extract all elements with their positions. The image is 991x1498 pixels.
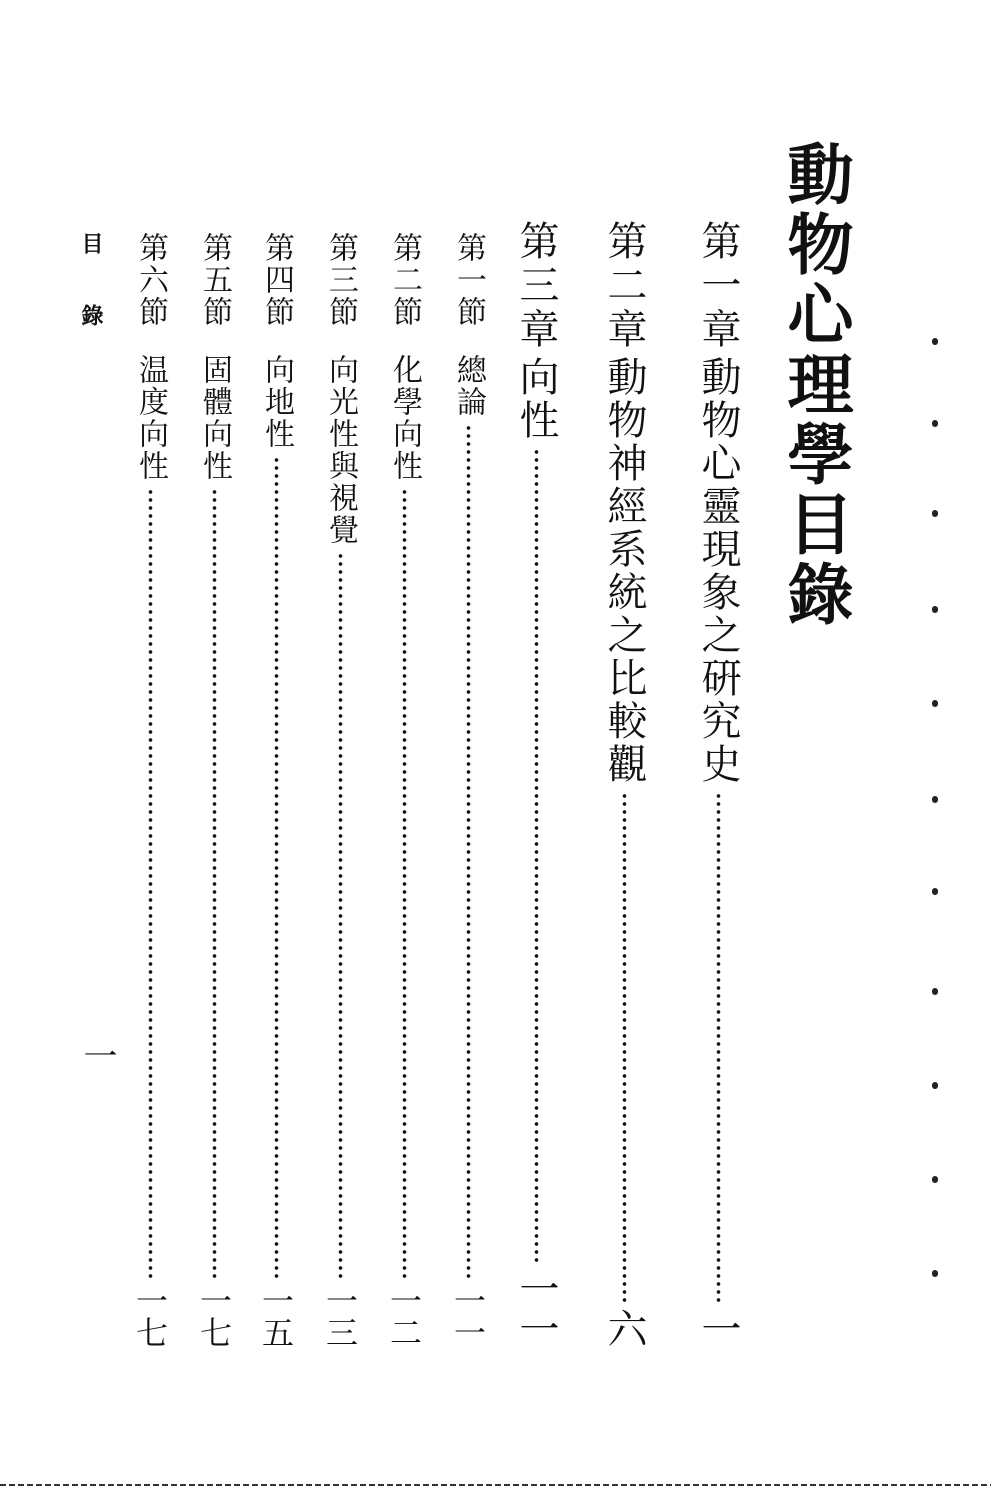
entry-page: 一一 bbox=[449, 1284, 487, 1348]
entry-text: 化學向性 bbox=[387, 354, 422, 482]
entry-page: 一二 bbox=[385, 1284, 423, 1348]
toc-entry-chapter-1 bbox=[690, 220, 746, 1348]
entry-text: 向性 bbox=[513, 356, 559, 442]
entry-page: 一七 bbox=[195, 1284, 233, 1348]
dot-leader bbox=[274, 456, 279, 1278]
entry-text: 總論 bbox=[451, 354, 486, 418]
toc-entry-section-2 bbox=[382, 232, 426, 1348]
dot-leader bbox=[148, 488, 153, 1278]
entry-label: 第一章 bbox=[695, 220, 741, 352]
entry-page: 一三 bbox=[321, 1284, 359, 1348]
entry-text: 動物心靈現象之硏究史 bbox=[695, 356, 741, 786]
entry-text: 固體向性 bbox=[197, 354, 232, 482]
folio-page-number: 一 bbox=[77, 1038, 117, 1072]
entry-text: 温度向性 bbox=[133, 354, 168, 482]
entry-text: 向光性與視覺 bbox=[323, 354, 358, 546]
dot-leader bbox=[338, 552, 343, 1278]
entry-label: 第三節 bbox=[323, 232, 358, 328]
entry-label: 第二節 bbox=[387, 232, 422, 328]
toc-title: 動物心理學目錄 bbox=[776, 140, 854, 630]
toc-entry-chapter-2 bbox=[596, 220, 652, 1348]
dot-leader bbox=[622, 792, 627, 1302]
toc-entry-section-6 bbox=[128, 232, 172, 1348]
entry-page: 六 bbox=[601, 1308, 647, 1348]
entry-page: 一五 bbox=[257, 1284, 295, 1348]
entry-label: 第五節 bbox=[197, 232, 232, 328]
dot-leader bbox=[716, 792, 721, 1302]
entry-text: 向地性 bbox=[259, 354, 294, 450]
entry-text: 動物神經系統之比較觀 bbox=[601, 356, 647, 786]
toc-entry-chapter-3 bbox=[508, 220, 564, 1348]
entry-label: 第一節 bbox=[451, 232, 486, 328]
entry-page: 一 bbox=[695, 1308, 741, 1348]
entry-page: 一一 bbox=[513, 1268, 559, 1348]
dot-leader bbox=[402, 488, 407, 1278]
bottom-edge-line bbox=[0, 1484, 991, 1486]
entry-label: 第二章 bbox=[601, 220, 647, 352]
toc-entry-section-3 bbox=[318, 232, 362, 1348]
running-header-label: 目錄 bbox=[78, 232, 104, 376]
entry-page: 一七 bbox=[131, 1284, 169, 1348]
dot-leader bbox=[534, 448, 539, 1262]
toc-entry-section-1 bbox=[446, 232, 490, 1348]
dot-leader bbox=[212, 488, 217, 1278]
entry-label: 第三章 bbox=[513, 220, 559, 352]
dot-leader bbox=[466, 424, 471, 1278]
entry-label: 第四節 bbox=[259, 232, 294, 328]
toc-entry-section-5 bbox=[192, 232, 236, 1348]
toc-entry-section-4 bbox=[254, 232, 298, 1348]
entry-label: 第六節 bbox=[133, 232, 168, 328]
